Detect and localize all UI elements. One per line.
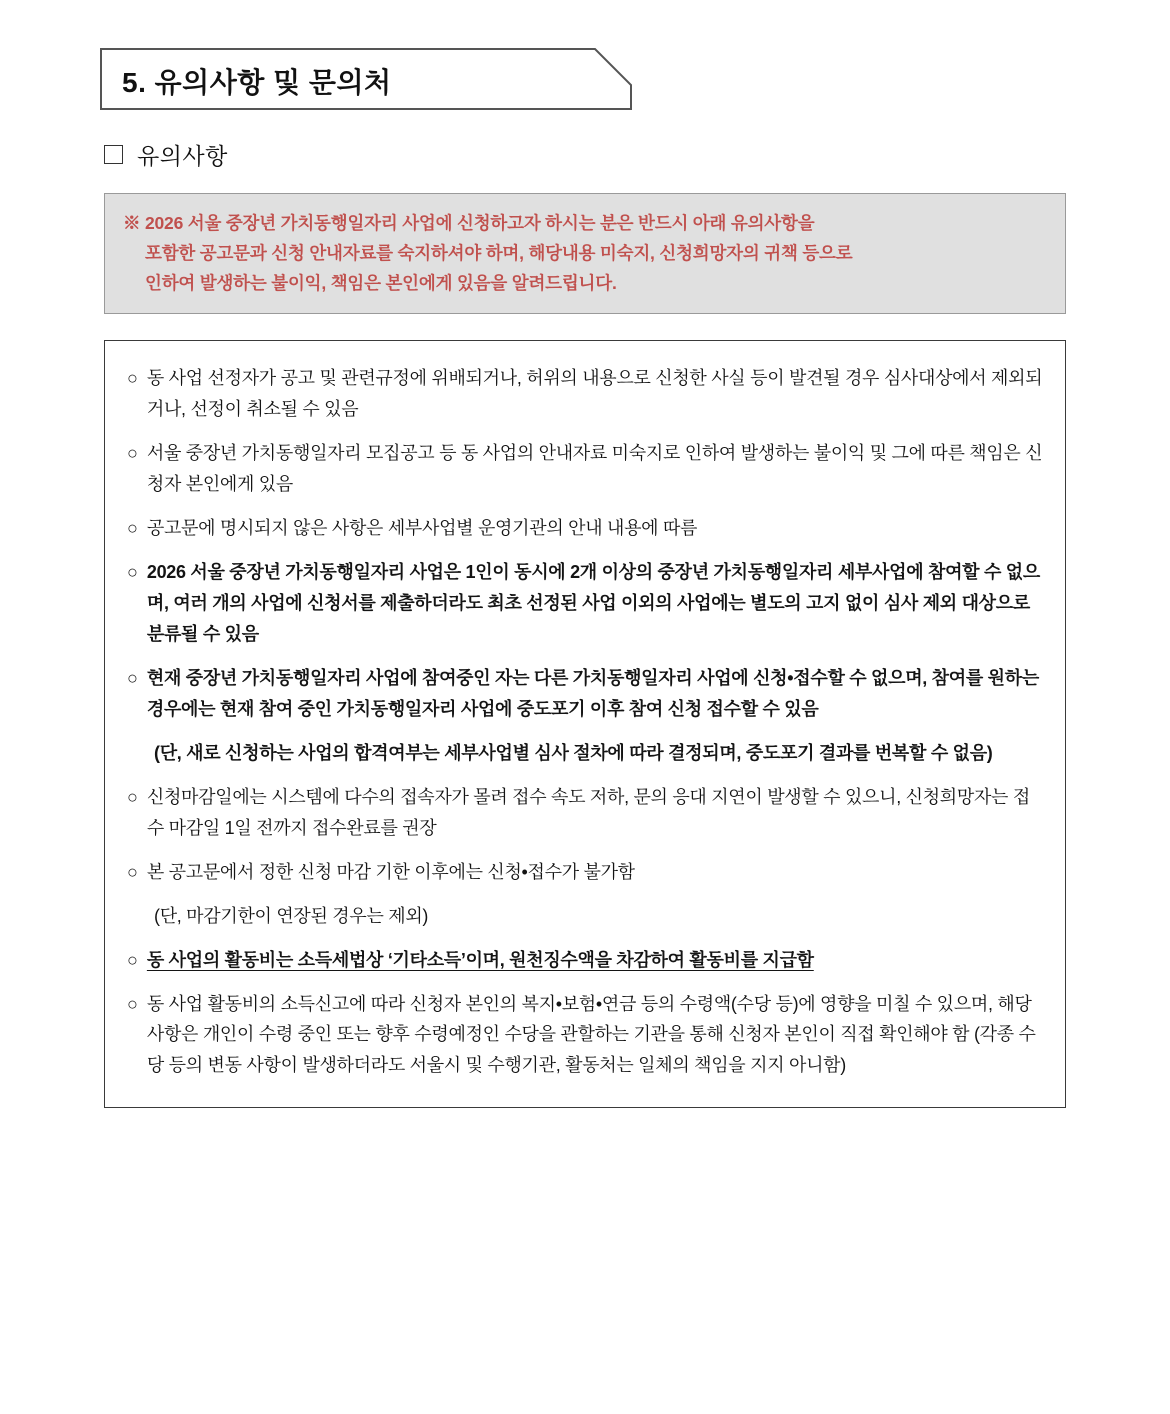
list-item-text: 동 사업의 활동비는 소득세법상 ‘기타소득’이며, 원천징수액을 차감하여 활동비를 지급함 [146,949,814,970]
section-header-banner [100,48,632,110]
notice-text-1: 2026 서울 중장년 가치동행일자리 사업에 신청하고자 하시는 분은 반드시 아래 유의사항을 [144,213,815,233]
circle-bullet-icon: ○ [127,949,138,970]
list-item-text: 동 사업 선정자가 공고 및 관련규정에 위배되거나, 허위의 내용으로 신청한 사실 등이 발견될 경우 심사대상에서 제외되거나, 선정이 취소될 수 있음 [146,368,1043,420]
list-item [127,663,1043,725]
circle-bullet-icon: ○ [127,667,138,688]
list-item [127,557,1043,650]
list-item [127,857,1043,888]
circle-bullet-icon: ○ [127,368,138,389]
list-item-text: 공고문에 명시되지 않은 사항은 세부사업별 운영기관의 안내 내용에 따름 [146,518,698,539]
list-item-subnote: (단, 새로 신청하는 사업의 합격여부는 세부사업별 심사 절차에 따라 결정되며, 중도포기 결과를 번복할 수 없음) [154,742,993,763]
section-title: 5. 유의사항 및 문의처 [122,67,392,98]
circle-bullet-icon: ○ [127,861,138,882]
square-box-marker-icon [104,145,123,164]
list-item-text: 2026 서울 중장년 가치동행일자리 사업은 1인이 동시에 2개 이상의 중장년 가치동행일자리 세부사업에 참여할 수 없으며, 여러 개의 사업에 신청서를 제출하더라도 최초 선정된 사업 이외의 사업에는 별도의 고지 없이 심사 제외 대상으로 분류될 수 있음 [146,562,1040,644]
list-item-subnote: (단, 마감기한이 연장된 경우는 제외) [154,905,429,926]
list-item-text: 본 공고문에서 정한 신청 마감 기한 이후에는 신청•접수가 불가함 [146,861,635,882]
circle-bullet-icon: ○ [127,518,138,539]
list-item-text: 동 사업 활동비의 소득신고에 따라 신청자 본인의 복지•보험•연금 등의 수령액(수당 등)에 영향을 미칠 수 있으며, 해당사항은 개인이 수령 중인 또는 향후 수령예정인 수당을 관할하는 기관을 통해 신청자 본인이 직접 확인해야 함 (각종 수당 등의 변동 사항이 발생하더라도 서울시 및 수행기관, 활동처는 일체의 책임을 지지 아니함) [146,993,1036,1076]
list-item-text: 신청마감일에는 시스템에 다수의 접속자가 몰려 접수 속도 저하, 문의 응대 지연이 발생할 수 있으니, 신청희망자는 접수 마감일 1일 전까지 접수완료를 권장 [146,786,1030,838]
list-item [127,782,1043,844]
list-item [127,513,1043,544]
list-item-text: 서울 중장년 가치동행일자리 모집공고 등 동 사업의 안내자료 미숙지로 인하여 발생하는 불이익 및 그에 따른 책임은 신청자 본인에게 있음 [146,443,1043,495]
subsection-title: 유의사항 [137,143,228,169]
asterisk-mark-icon: ※ [123,213,141,233]
list-item-text: 현재 중장년 가치동행일자리 사업에 참여중인 자는 다른 가치동행일자리 사업에 신청•접수할 수 없으며, 참여를 원하는 경우에는 현재 참여 중인 가치동행일자리 사업에 중도포기 이후 참여 신청 접수할 수 있음 [146,667,1039,719]
circle-bullet-icon: ○ [127,993,138,1014]
list-item [127,363,1043,425]
notice-box [104,193,1066,314]
circle-bullet-icon: ○ [127,562,138,583]
notice-line-1 [123,208,1047,238]
notice-list-box [104,340,1066,1108]
notice-text-2: 포함한 공고문과 신청 안내자료를 숙지하셔야 하며, 해당내용 미숙지, 신청희망자의 귀책 등으로 [145,243,853,264]
circle-bullet-icon: ○ [127,443,138,464]
list-item [127,438,1043,500]
circle-bullet-icon: ○ [127,786,138,807]
subsection-title-row [104,138,1066,171]
list-item [127,989,1043,1082]
notice-text-3: 인하여 발생하는 불이익, 책임은 본인에게 있음을 알려드립니다. [145,273,617,294]
list-item [127,945,1043,976]
